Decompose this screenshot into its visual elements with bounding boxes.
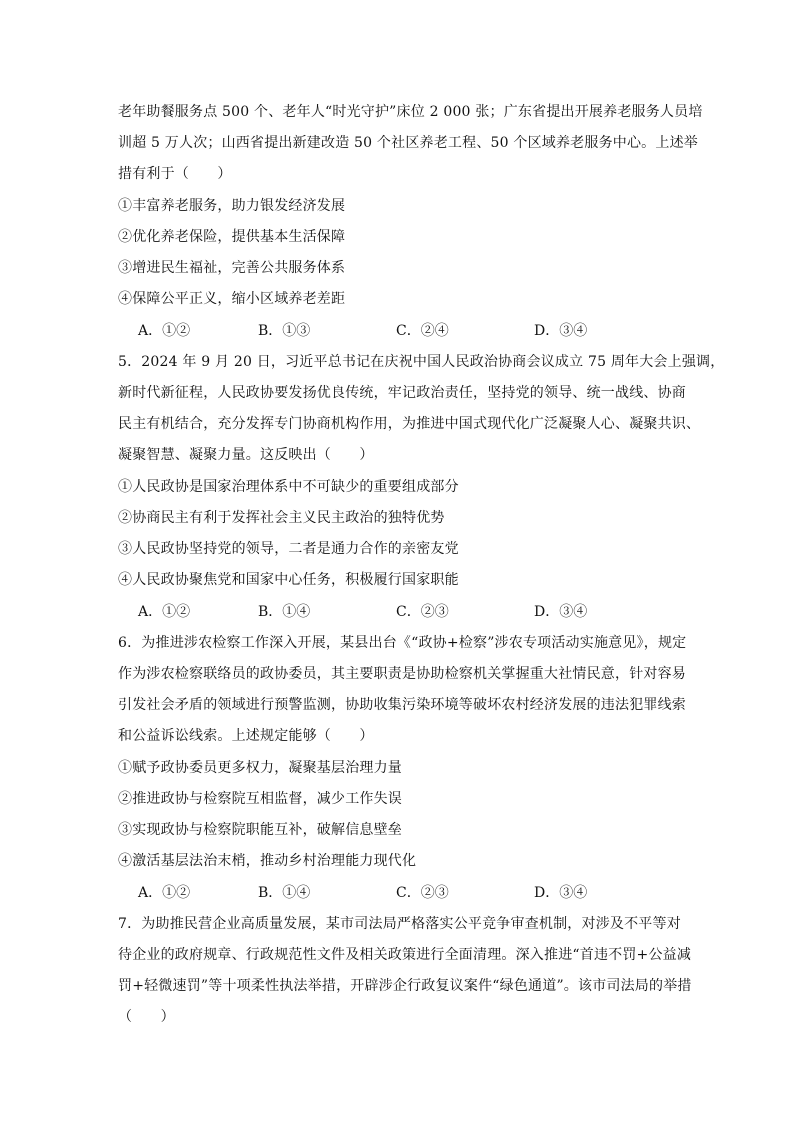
q5-statement-3: ③人民政协坚持党的领导，二者是通力合作的亲密友党 — [118, 541, 459, 557]
q4-stem-line: 训超 5 万人次；山西省提出新建改造 50 个社区养老工程、50 个区域养老服务中心。上述举 — [118, 135, 698, 151]
q5-option-b[interactable]: B．①④ — [258, 604, 311, 620]
q4-option-a[interactable]: A．①② — [138, 323, 191, 339]
q5-option-d[interactable]: D．③④ — [534, 604, 588, 620]
q5-stem-line: 凝聚智慧、凝聚力量。这反映出（ ） — [118, 447, 374, 463]
q6-stem-line: 作为涉农检察联络员的政协委员，其主要职责是协助检察机关掌握重大社情民意，针对容易 — [118, 666, 686, 682]
q4-stem-line: 措有利于（ ） — [118, 166, 232, 182]
q6-option-a[interactable]: A．①② — [138, 885, 191, 901]
q5-stem-line: 5．2024 年 9 月 20 日，习近平总书记在庆祝中国人民政治协商会议成立 75 周年大会上强调， — [118, 354, 725, 370]
q4-statement-1: ①丰富养老服务，助力银发经济发展 — [118, 198, 346, 214]
q7-stem-line: 罚+轻微速罚”等十项柔性执法举措，开辟涉企行政复议案件“绿色通道”。该市司法局的举措 — [118, 978, 692, 994]
q4-statement-2: ②优化养老保险，提供基本生活保障 — [118, 229, 346, 245]
q6-statement-4: ④激活基层法治末梢，推动乡村治理能力现代化 — [118, 853, 417, 869]
q6-statement-1: ①赋予政协委员更多权力，凝聚基层治理力量 — [118, 760, 402, 776]
q5-stem-line: 新时代新征程，人民政协要发扬优良传统，牢记政治责任，坚持党的领导、统一战线、协商 — [118, 385, 686, 401]
q6-options — [118, 883, 678, 903]
q4-option-d[interactable]: D．③④ — [534, 323, 588, 339]
q7-stem-line: （ ） — [118, 1009, 175, 1025]
q4-options — [118, 321, 678, 341]
q5-statement-4: ④人民政协聚焦党和国家中心任务，积极履行国家职能 — [118, 572, 459, 588]
q6-option-b[interactable]: B．①④ — [258, 885, 311, 901]
q6-statement-3: ③实现政协与检察院职能互补，破解信息壁垒 — [118, 822, 402, 838]
q4-option-c[interactable]: C．②④ — [396, 323, 449, 339]
q6-option-c[interactable]: C．②③ — [396, 885, 449, 901]
q5-statement-1: ①人民政协是国家治理体系中不可缺少的重要组成部分 — [118, 479, 459, 495]
q7-stem-line: 待企业的政府规章、行政规范性文件及相关政策进行全面清理。深入推进“首违不罚+公益减 — [118, 947, 692, 963]
q6-option-d[interactable]: D．③④ — [534, 885, 588, 901]
q5-statement-2: ②协商民主有利于发挥社会主义民主政治的独特优势 — [118, 510, 445, 526]
q5-stem-line: 民主有机结合，充分发挥专门协商机构作用，为推进中国式现代化广泛凝聚人心、凝聚共识、 — [118, 416, 701, 432]
q5-option-a[interactable]: A．①② — [138, 604, 191, 620]
q4-option-b[interactable]: B．①③ — [258, 323, 311, 339]
q6-stem-line: 引发社会矛盾的领域进行预警监测，协助收集污染环境等破坏农村经济发展的违法犯罪线索 — [118, 697, 686, 713]
q6-stem-line: 和公益诉讼线索。上述规定能够（ ） — [118, 728, 374, 744]
q5-options — [118, 602, 678, 622]
q6-stem-line: 6．为推进涉农检察工作深入开展，某县出台《“政协+检察”涉农专项活动实施意见》，规定 — [118, 635, 687, 651]
q6-statement-2: ②推进政协与检察院互相监督，减少工作失误 — [118, 791, 402, 807]
q4-statement-3: ③增进民生福祉，完善公共服务体系 — [118, 260, 346, 276]
q5-option-c[interactable]: C．②③ — [396, 604, 449, 620]
q4-statement-4: ④保障公平正义，缩小区域养老差距 — [118, 291, 346, 307]
q4-stem-line: 老年助餐服务点 500 个、老年人“时光守护”床位 2 000 张；广东省提出开展养老服务人员培 — [118, 104, 703, 120]
q7-stem-line: 7．为助推民营企业高质量发展，某市司法局严格落实公平竞争审查机制，对涉及不平等对 — [118, 916, 681, 932]
